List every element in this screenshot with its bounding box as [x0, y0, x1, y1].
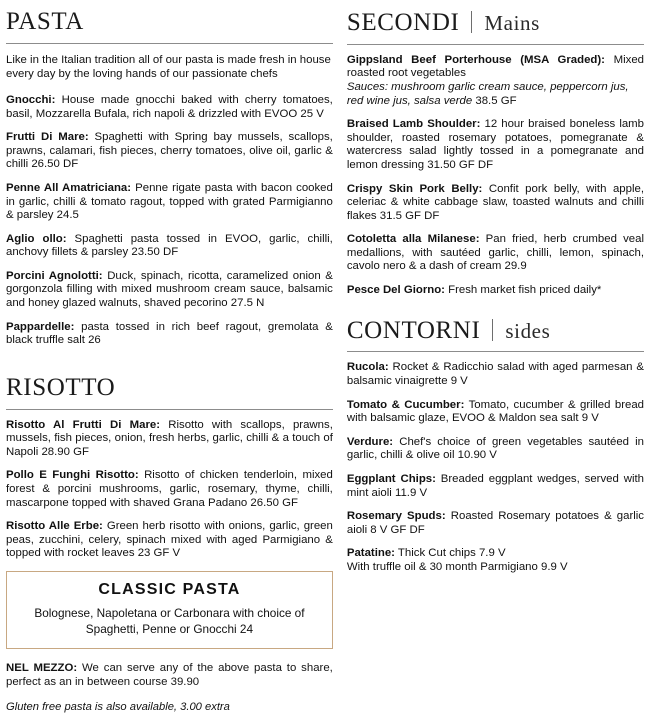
menu-item-description: Tomato, cucumber & grilled bread with balsamic glaze, EVOO & Maldon sea salt 9 V [346, 398, 644, 425]
menu-item-description: Penne rigate pasta with bacon cooked in garlic, chilli & tomato ragout, topped with grated Parmigianno & parsley 24.5 [6, 181, 333, 222]
menu-item-description: Chef's choice of green vegetables sautéed in garlic, chilli & olive oil 10.90 V [346, 435, 644, 462]
menu-item-description: Roasted Rosemary potatoes & garlic aioli 8 V GF DF [346, 510, 644, 536]
menu-item-name: Braised Lamb Shoulder: [346, 118, 481, 131]
menu-item [6, 131, 333, 172]
classic-pasta-title: CLASSIC PASTA [98, 580, 241, 598]
menu-item-description: Rocket & Radicchio salad with aged parmesan & balsamic vinaigrette 9 V [346, 361, 644, 387]
menu-item [347, 473, 644, 500]
menu-item [347, 361, 644, 388]
menu-item-description: Duck, spinach, ricotta, caramelized onion & gorgonzola filling with mixed mushroom cream sauce, balsamic and honey glazed walnuts, shaved pecorino 27.5 N [6, 269, 333, 310]
menu-item [6, 520, 333, 561]
pasta-intro-text: Like in the Italian tradition all of our pasta is made fresh in house every day by the loving hands of our passionate chefs [6, 53, 331, 81]
menu-item-price: 38.5 GF [475, 94, 517, 107]
menu-item-name: Eggplant Chips: [346, 472, 436, 485]
contorni-heading-rule [347, 351, 644, 352]
menu-item [347, 547, 644, 574]
pasta-section-heading [6, 6, 333, 37]
menu-item-sauces-text: Sauces: mushroom garlic cream sauce, peppercorn jus, red wine jus, salsa verde [346, 80, 629, 107]
classic-pasta-line-1: Bolognese, Napoletana or Carbonara with choice of [34, 605, 305, 620]
section-spacer [6, 358, 333, 372]
pasta-heading-rule [6, 43, 333, 44]
menu-item-description: Spaghetti with Spring bay mussels, scallops, prawns, calamari, fish pieces, cherry tomatoes, olive oil, garlic & chilli 26.50 DF [6, 131, 333, 171]
menu-item [347, 118, 644, 172]
classic-pasta-line-2: Spaghetti, Penne or Gnocchi 24 [85, 621, 254, 636]
menu-item-description: Pan fried, herb crumbed veal medallions, with sautéed garlic, chilli, lemon, spinach, cavolo nero & a dash of cream 29.9 [346, 233, 644, 273]
menu-item [347, 54, 644, 108]
menu-item-name: Porcini Agnolotti: [6, 269, 103, 282]
menu-item-name: Gippsland Beef Porterhouse (MSA Graded): [346, 53, 605, 66]
nel-mezzo-name: NEL MEZZO: [6, 661, 78, 674]
menu-item [347, 284, 644, 298]
menu-item [6, 419, 333, 460]
menu-item-description: Spaghetti pasta tossed in EVOO, garlic, chilli, anchovy fillets & parsley 23.50 DF [6, 232, 333, 259]
menu-item-description: House made gnocchi baked with cherry tomatoes, basil, Mozzarella Bufala, rich napoli & drizzled with EVOO 25 V [6, 93, 333, 120]
menu-item-description: Risotto with scallops, prawns, mussels, fish pieces, onion, fresh herbs, garlic, chilli & a touch of Napoli 28.90 GF [6, 418, 333, 458]
menu-item-name: Aglio ollo: [6, 232, 67, 245]
menu-item [6, 182, 333, 223]
menu-item [6, 94, 333, 121]
gluten-free-note: Gluten free pasta is also available, 3.00 extra [6, 700, 230, 713]
contorni-heading-subtitle: sides [505, 318, 551, 343]
right-column [343, 6, 644, 700]
menu-item-description: Breaded eggplant wedges, served with mint aioli 11.9 V [346, 472, 644, 499]
menu-item-description: Green herb risotto with onions, garlic, green peas, zucchini, celery, spinach mixed with aged Parmigiano & topped with rocket leaves 23 GF V [6, 520, 333, 560]
menu-item [6, 321, 333, 348]
menu-item [347, 233, 644, 274]
risotto-section-heading [6, 372, 333, 403]
menu-item-name: Pappardelle: [6, 320, 75, 333]
menu-item-name: Patatine: [346, 547, 395, 560]
pasta-heading-title: PASTA [6, 8, 84, 35]
menu-item-name: Rosemary Spuds: [346, 510, 446, 523]
secondi-heading-title: SECONDI [346, 9, 460, 36]
contorni-heading-title: CONTORNI [346, 316, 481, 344]
risotto-heading-title: RISOTTO [6, 373, 116, 401]
patatine-extra-line: With truffle oil & 30 month Parmigiano 9.9 V [346, 560, 568, 573]
menu-item-description: Fresh market fish priced daily* [444, 284, 602, 297]
menu-item-name: Rucola: [346, 361, 389, 374]
heading-divider [492, 319, 493, 341]
heading-divider [471, 11, 472, 33]
menu-item [6, 270, 333, 311]
menu-item [6, 233, 333, 260]
secondi-heading-subtitle: Mains [484, 11, 540, 35]
secondi-section-heading [347, 6, 644, 38]
menu-item [6, 469, 333, 510]
contorni-section-heading [347, 314, 644, 346]
secondi-heading-rule [347, 44, 644, 45]
menu-item-name: Pollo E Funghi Risotto: [6, 469, 139, 482]
menu-item-name: Crispy Skin Pork Belly: [346, 182, 483, 195]
menu-item-name: Verdure: [346, 435, 394, 448]
menu-item-name: Pesce Del Giorno: [346, 284, 445, 297]
menu-item-name: Gnocchi: [6, 93, 56, 106]
menu-item-sauces-note [347, 81, 644, 108]
menu-item-name: Risotto Alle Erbe: [6, 520, 103, 533]
menu-item [347, 399, 644, 426]
nel-mezzo-description: We can serve any of the above pasta to share, perfect as an in between course 39.90 [6, 661, 333, 688]
menu-item-name: Penne All Amatriciana: [6, 181, 132, 194]
menu-item-name: Frutti Di Mare: [6, 131, 89, 144]
menu-item [347, 510, 644, 537]
menu-item-description: Mixed roasted root vegetables [346, 53, 644, 80]
menu-item-description: Risotto of chicken tenderloin, mixed forest & porcini mushrooms, garlic, rosemary, thyme, chilli, mascarpone topped with shaved Grana Padano 26.50 GF [6, 469, 333, 509]
left-column [6, 6, 343, 713]
nel-mezzo-item [6, 661, 333, 689]
menu-item-name: Tomato & Cucumber: [346, 398, 465, 411]
menu-item-description: Confit pork belly, with apple, celeriac & white cabbage slaw, toasted walnuts and chilli flakes 31.5 GF DF [346, 182, 645, 222]
classic-pasta-box [6, 571, 333, 649]
risotto-heading-rule [6, 409, 333, 410]
menu-item-description: pasta tossed in rich beef ragout, gremolata & black truffle salt 26 [6, 320, 333, 347]
menu-item [347, 183, 644, 224]
menu-item-description: Thick Cut chips 7.9 V [394, 547, 506, 560]
menu-item-name: Risotto Al Frutti Di Mare: [6, 418, 161, 431]
menu-item-name: Cotoletta alla Milanese: [346, 233, 480, 246]
menu-item [347, 436, 644, 463]
menu-item-description: 12 hour braised boneless lamb shoulder, roasted rosemary potatoes, pomegranate & watercress salad lightly tossed in a pomegranate and lemon dressing 31.50 GF DF [346, 118, 645, 171]
